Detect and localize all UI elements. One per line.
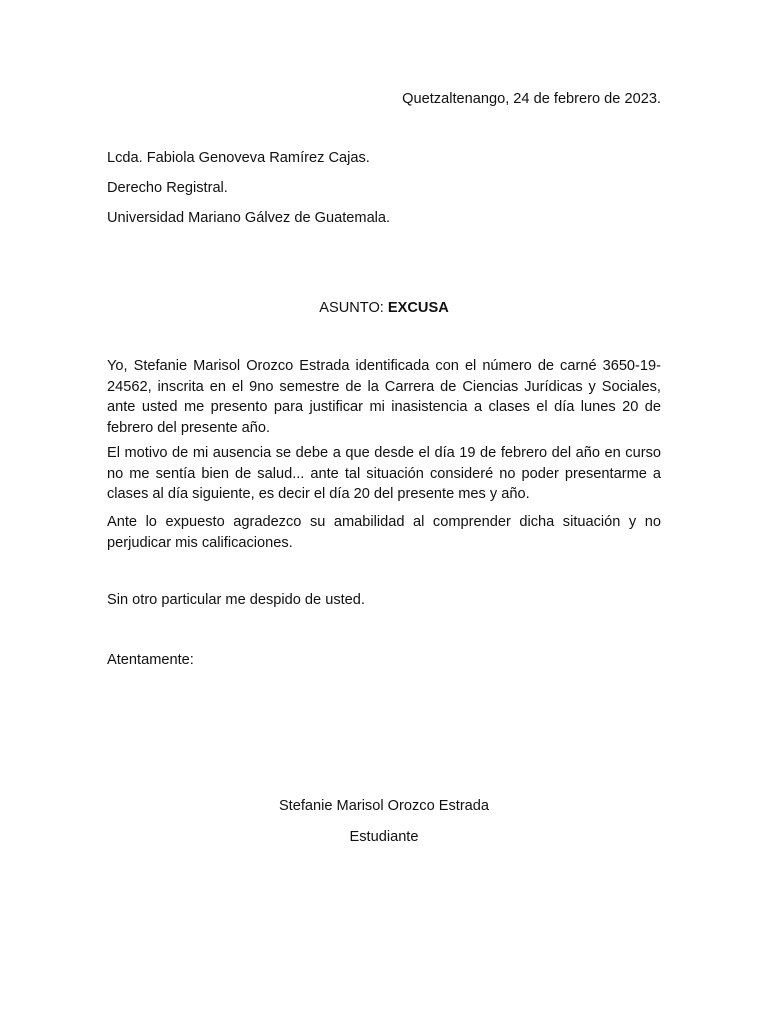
- subject-label: ASUNTO:: [319, 300, 388, 316]
- letter-date: Quetzaltenango, 24 de febrero de 2023.: [402, 91, 661, 107]
- signature-role: Estudiante: [349, 829, 419, 845]
- subject-line: [0, 300, 768, 316]
- salutation: Atentamente:: [107, 652, 194, 668]
- body-paragraph-1: Yo, Stefanie Marisol Orozco Estrada identificada con el número de carné 3650-19-24562, inscrita en el 9no semestre de la Carrera de Ciencias Jurídicas y Sociales, ante usted me presento para justificar mi inasistencia a clases el día lunes 20 de febrero del presente año.: [107, 358, 661, 436]
- recipient-name: Lcda. Fabiola Genoveva Ramírez Cajas.: [107, 150, 370, 166]
- body-paragraph-3: Ante lo expuesto agradezco su amabilidad al comprender dicha situación y no perjudicar mis calificaciones.: [107, 514, 661, 551]
- signature-name: Stefanie Marisol Orozco Estrada: [278, 798, 490, 814]
- recipient-institution: Universidad Mariano Gálvez de Guatemala.: [107, 210, 391, 226]
- closing-line: Sin otro particular me despido de usted.: [107, 592, 365, 608]
- recipient-course: Derecho Registral.: [107, 180, 228, 196]
- subject-value: EXCUSA: [387, 300, 449, 316]
- body-paragraph-2: El motivo de mi ausencia se debe a que desde el día 19 de febrero del año en curso no me sentía bien de salud... ante tal situación consideré no poder presentarme a clases al día siguiente, es decir el día 20 del presente mes y año.: [107, 445, 661, 502]
